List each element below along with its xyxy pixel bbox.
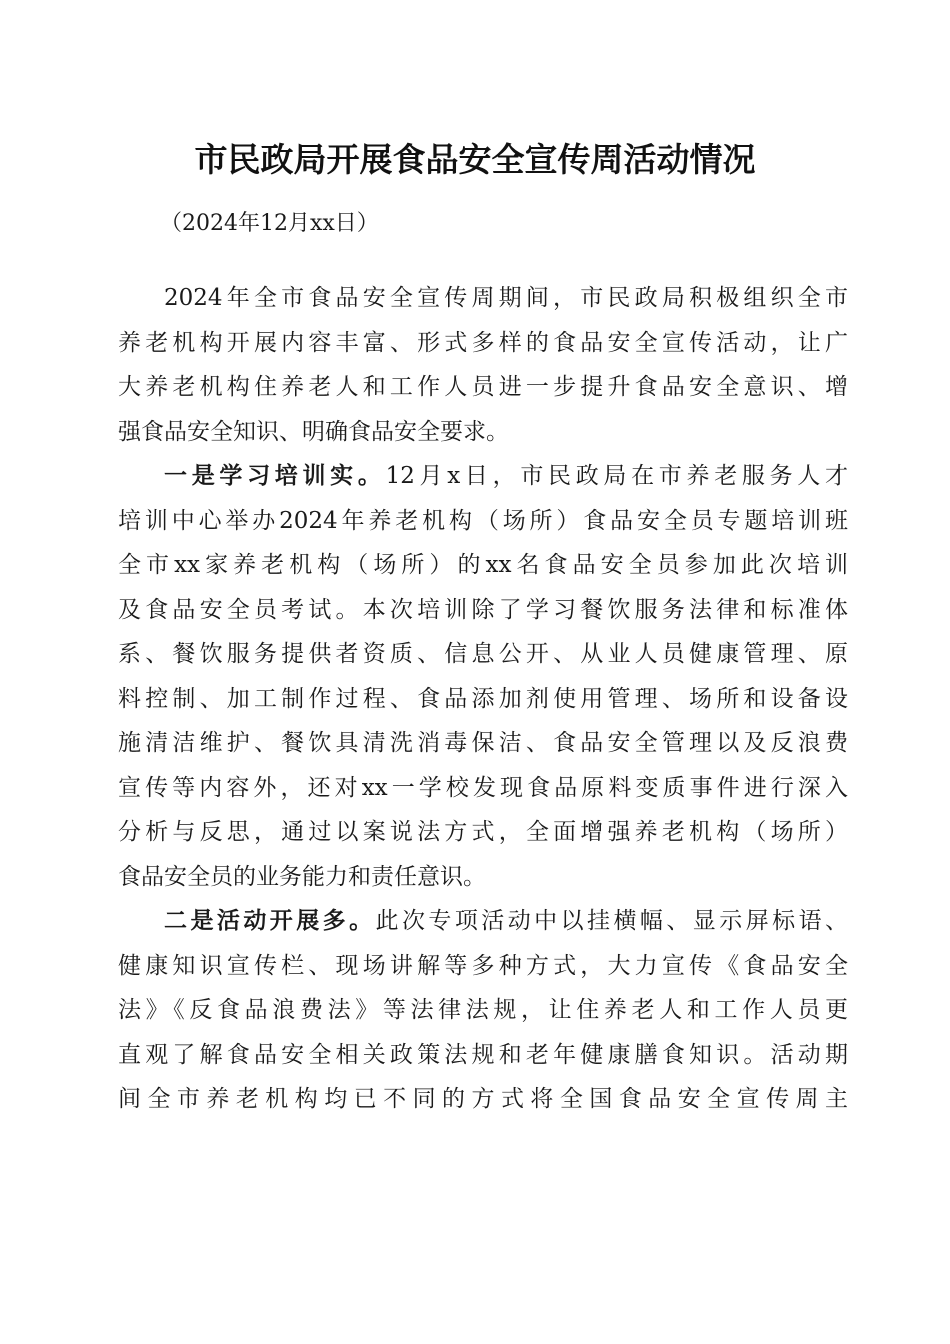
paragraph-line: 间全市养老机构均已不同的方式将全国食品安全宣传周主 (118, 1086, 848, 1112)
paragraph-line: 食品安全员的业务能力和责任意识。 (118, 863, 486, 890)
paragraph-line: 大养老机构住养老人和工作人员进一步提升食品安全意识、增 (118, 374, 848, 400)
document-body (118, 276, 848, 1122)
paragraph-line (118, 454, 848, 499)
paragraph-line (118, 899, 848, 944)
section-lead-heading: 一是学习培训实。 (164, 462, 386, 489)
document-title: 市民政局开展食品安全宣传周活动情况 (194, 140, 756, 179)
paragraph-line: 分析与反思，通过以案说法方式，全面增强养老机构（场所） (118, 819, 848, 845)
paragraph-line: 系、餐饮服务提供者资质、信息公开、从业人员健康管理、原 (118, 641, 848, 667)
paragraph-line: 施清洁维护、餐饮具清洗消毒保洁、食品安全管理以及反浪费 (118, 730, 848, 756)
paragraph-line: 养老机构开展内容丰富、形式多样的食品安全宣传活动，让广 (118, 329, 848, 356)
paragraph-line: 法》《反食品浪费法》等法律法规，让住养老人和工作人员更 (118, 997, 848, 1023)
paragraph-line: 及食品安全员考试。本次培训除了学习餐饮服务法律和标准体 (118, 596, 848, 623)
document-date: （2024年12月xx日） (160, 211, 379, 236)
paragraph-line: 培训中心举办2024年养老机构（场所）食品安全员专题培训班 (118, 507, 848, 534)
paragraph-line: 健康知识宣传栏、现场讲解等多种方式，大力宣传《食品安全 (118, 952, 848, 979)
paragraph-line: 全市xx家养老机构（场所）的xx名食品安全员参加此次培训 (118, 552, 848, 578)
paragraph-line: 直观了解食品安全相关政策法规和老年健康膳食知识。活动期 (118, 1041, 848, 1068)
paragraph-line: 料控制、加工制作过程、食品添加剂使用管理、场所和设备设 (118, 685, 848, 712)
paragraph-text: 此次专项活动中以挂横幅、显示屏标语、 (375, 908, 849, 934)
paragraph-line: 2024年全市食品安全宣传周期间，市民政局积极组织全市 (164, 285, 848, 311)
paragraph-line: 宣传等内容外，还对xx一学校发现食品原料变质事件进行深入 (118, 774, 848, 801)
section-lead-heading: 二是活动开展多。 (164, 907, 376, 934)
paragraph-text: 12月x日，市民政局在市养老服务人才 (385, 463, 848, 489)
paragraph-line: 强食品安全知识、明确食品安全要求。 (118, 418, 509, 445)
